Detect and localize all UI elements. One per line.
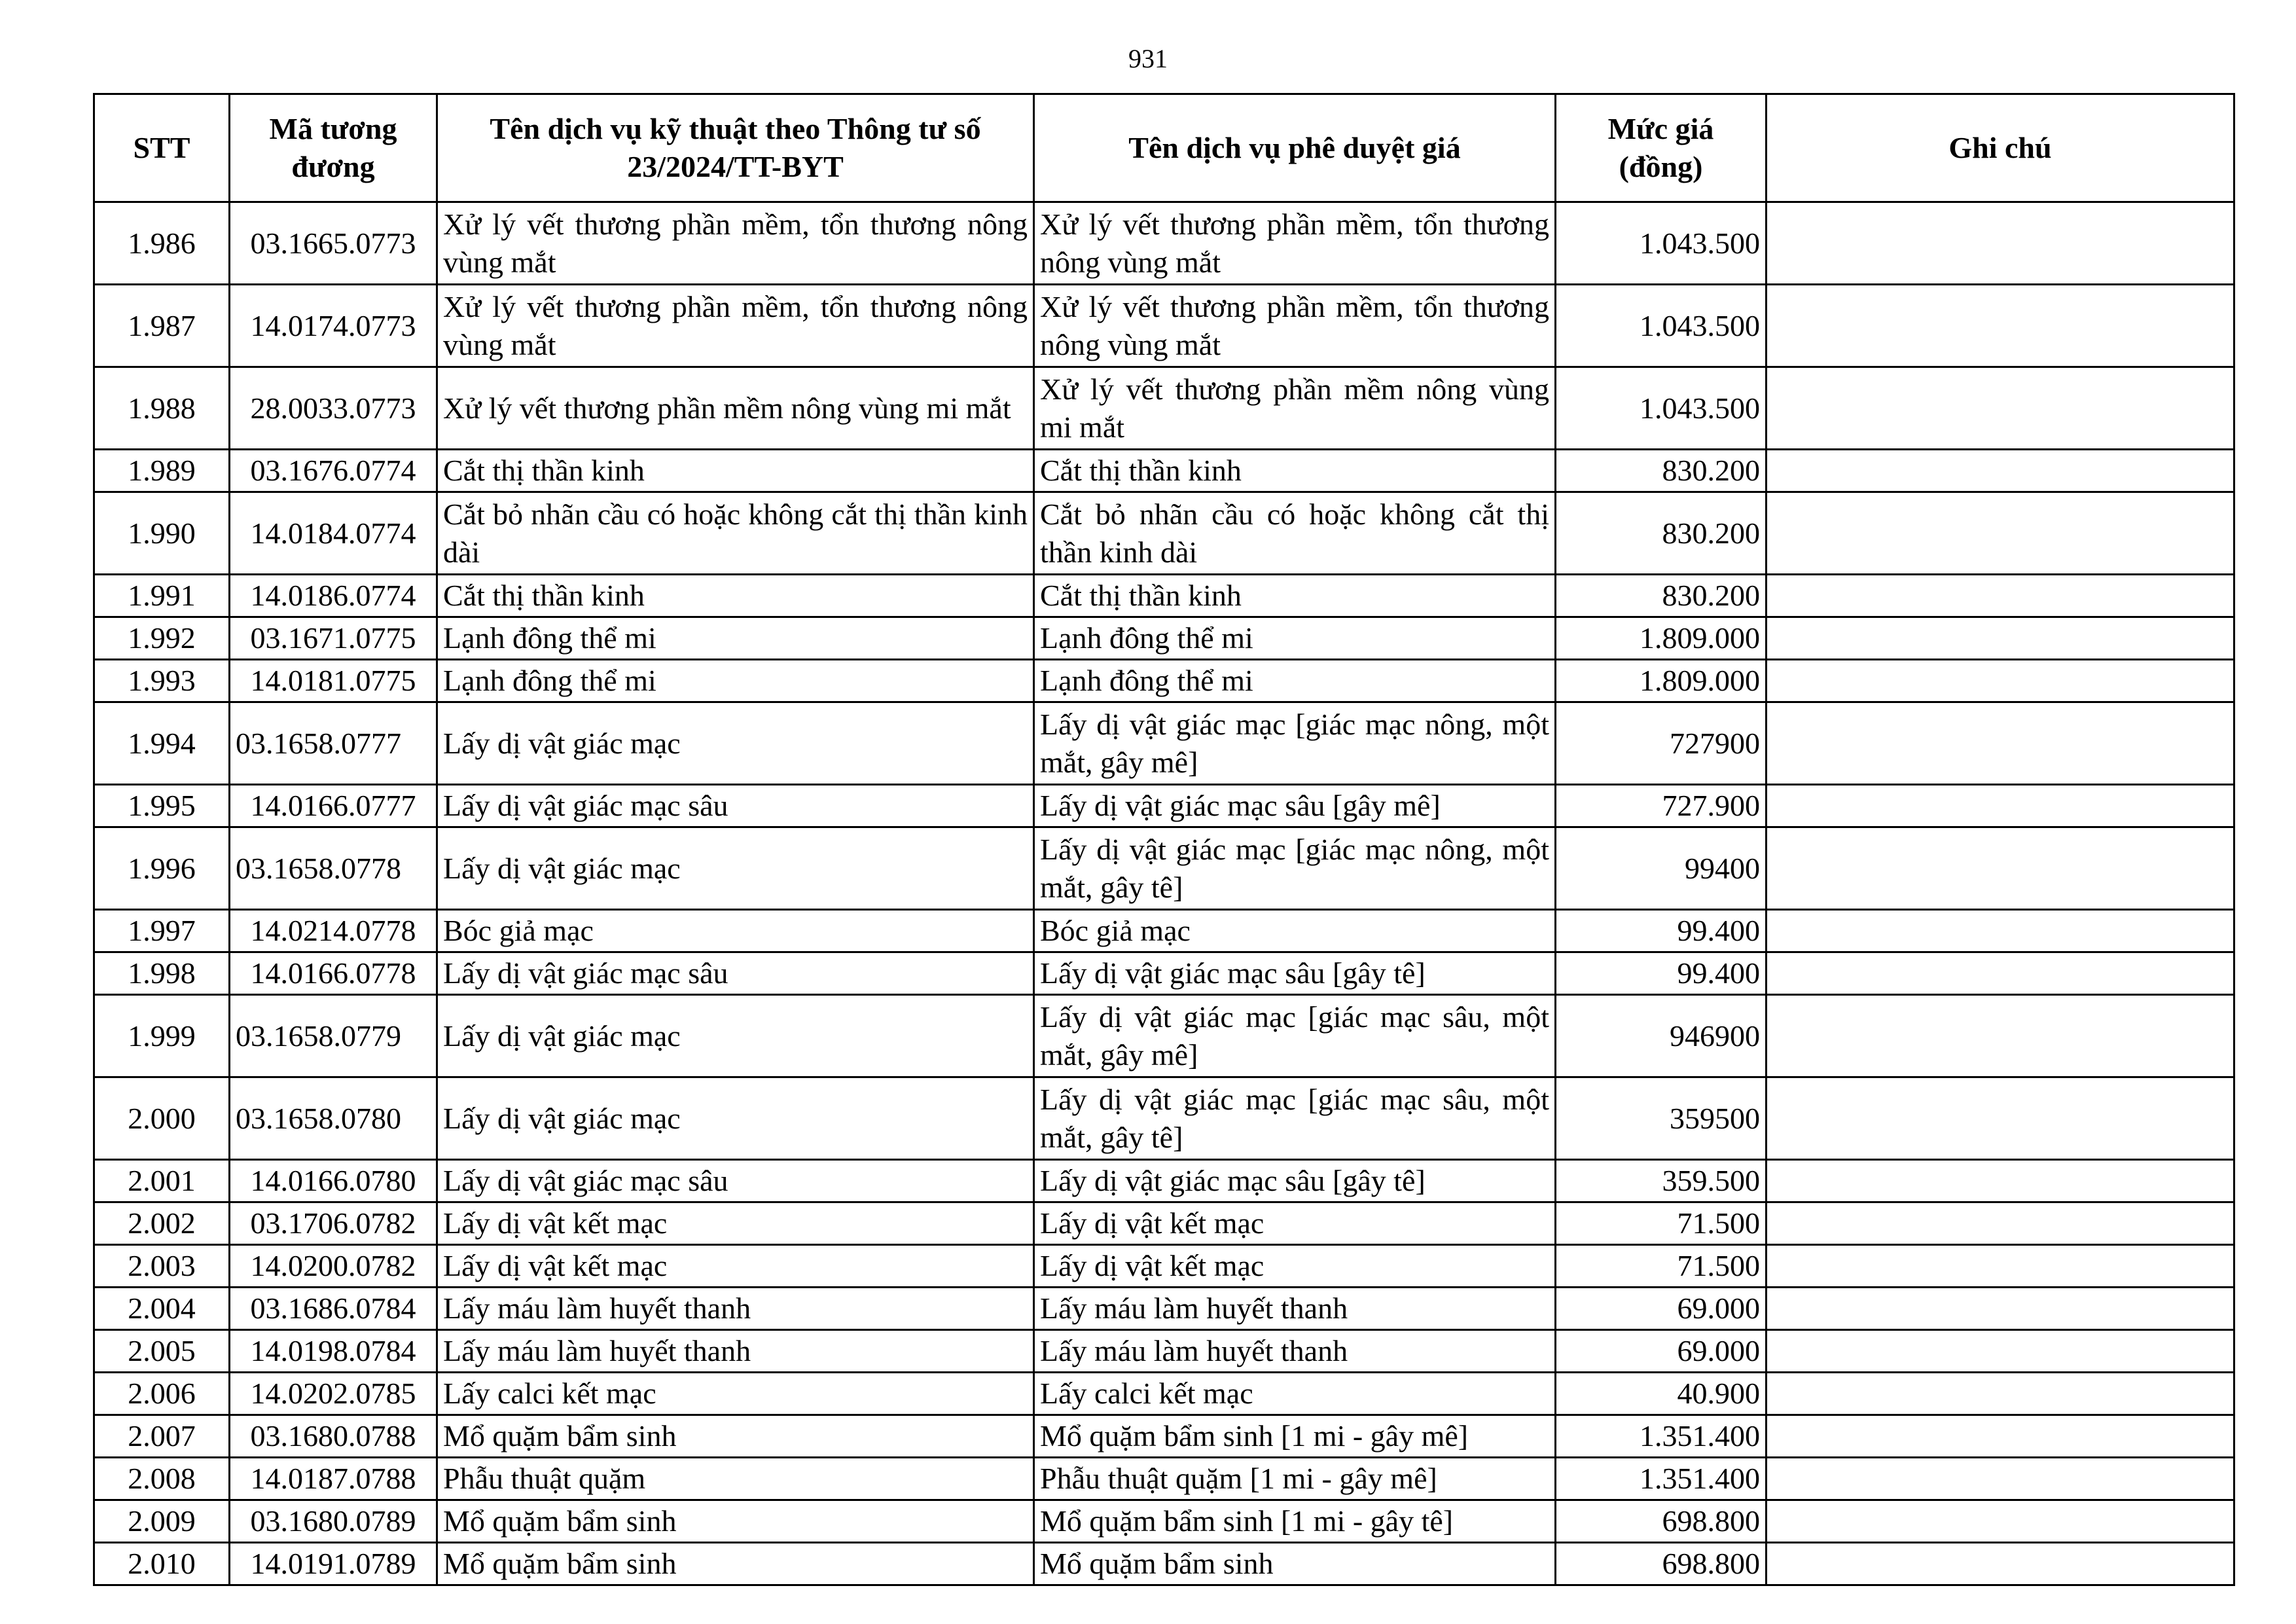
cell-ten-dich-vu: Lấy dị vật giác mạc sâu <box>437 785 1034 827</box>
table-row <box>94 910 2234 952</box>
cell-stt: 1.993 <box>94 660 230 702</box>
header-ten-dich-vu-ky-thuat: Tên dịch vụ kỹ thuật theo Thông tư số 23/2024/TT-BYT <box>437 94 1034 202</box>
cell-ten-dich-vu: Phẫu thuật quặm <box>437 1458 1034 1500</box>
table-header-row <box>94 94 2234 202</box>
cell-ma: 14.0187.0788 <box>230 1458 437 1500</box>
cell-ten-dich-vu: Lấy dị vật kết mạc <box>437 1202 1034 1245</box>
cell-muc-gia: 698.800 <box>1556 1543 1767 1585</box>
cell-ma: 14.0166.0780 <box>230 1160 437 1202</box>
cell-ghi-chu <box>1767 202 2234 285</box>
cell-muc-gia: 40.900 <box>1556 1373 1767 1415</box>
cell-ma: 14.0191.0789 <box>230 1543 437 1585</box>
cell-ghi-chu <box>1767 995 2234 1077</box>
cell-ten-dich-vu: Lấy dị vật giác mạc sâu <box>437 1160 1034 1202</box>
price-table <box>93 93 2235 1586</box>
cell-ghi-chu <box>1767 1077 2234 1160</box>
cell-ma: 03.1686.0784 <box>230 1288 437 1330</box>
table-row <box>94 1500 2234 1543</box>
cell-muc-gia: 99.400 <box>1556 952 1767 995</box>
cell-muc-gia: 830.200 <box>1556 575 1767 617</box>
cell-muc-gia: 69.000 <box>1556 1288 1767 1330</box>
cell-muc-gia: 69.000 <box>1556 1330 1767 1373</box>
cell-stt: 2.004 <box>94 1288 230 1330</box>
table-row <box>94 1288 2234 1330</box>
cell-ten-dich-vu: Xử lý vết thương phần mềm, tổn thương nông vùng mắt <box>437 202 1034 285</box>
cell-ten-phe-duyet: Phẫu thuật quặm [1 mi - gây mê] <box>1034 1458 1556 1500</box>
cell-muc-gia: 1.351.400 <box>1556 1458 1767 1500</box>
header-ma-tuong-duong: Mã tương đương <box>230 94 437 202</box>
table-row <box>94 1543 2234 1585</box>
cell-muc-gia: 830.200 <box>1556 492 1767 575</box>
cell-ma: 03.1658.0780 <box>230 1077 437 1160</box>
table-row <box>94 367 2234 450</box>
cell-stt: 2.005 <box>94 1330 230 1373</box>
cell-ten-phe-duyet: Xử lý vết thương phần mềm nông vùng mi mắt <box>1034 367 1556 450</box>
cell-stt: 2.006 <box>94 1373 230 1415</box>
cell-ten-phe-duyet: Lấy dị vật kết mạc <box>1034 1245 1556 1288</box>
cell-ten-dich-vu: Lấy máu làm huyết thanh <box>437 1330 1034 1373</box>
cell-ten-dich-vu: Xử lý vết thương phần mềm nông vùng mi mắt <box>437 367 1034 450</box>
cell-ma: 14.0200.0782 <box>230 1245 437 1288</box>
cell-ghi-chu <box>1767 1245 2234 1288</box>
cell-ten-dich-vu: Lấy calci kết mạc <box>437 1373 1034 1415</box>
table-row <box>94 1330 2234 1373</box>
cell-ghi-chu <box>1767 785 2234 827</box>
cell-ten-phe-duyet: Lấy dị vật giác mạc [giác mạc sâu, một mắt, gây mê] <box>1034 995 1556 1077</box>
cell-ghi-chu <box>1767 660 2234 702</box>
table-row <box>94 1458 2234 1500</box>
table-row <box>94 492 2234 575</box>
cell-ten-phe-duyet: Lấy dị vật giác mạc sâu [gây tê] <box>1034 952 1556 995</box>
cell-ten-dich-vu: Xử lý vết thương phần mềm, tổn thương nông vùng mắt <box>437 285 1034 367</box>
cell-ma: 14.0198.0784 <box>230 1330 437 1373</box>
cell-ten-phe-duyet: Lấy dị vật giác mạc sâu [gây tê] <box>1034 1160 1556 1202</box>
cell-ghi-chu <box>1767 1160 2234 1202</box>
cell-muc-gia: 727900 <box>1556 702 1767 785</box>
cell-ten-phe-duyet: Mổ quặm bẩm sinh [1 mi - gây tê] <box>1034 1500 1556 1543</box>
cell-ghi-chu <box>1767 1458 2234 1500</box>
table-row <box>94 702 2234 785</box>
cell-ma: 14.0174.0773 <box>230 285 437 367</box>
cell-ghi-chu <box>1767 617 2234 660</box>
table-row <box>94 575 2234 617</box>
table-row <box>94 660 2234 702</box>
table-row <box>94 1373 2234 1415</box>
cell-ten-phe-duyet: Lấy máu làm huyết thanh <box>1034 1330 1556 1373</box>
table-row <box>94 995 2234 1077</box>
cell-muc-gia: 1.809.000 <box>1556 617 1767 660</box>
table-row <box>94 827 2234 910</box>
cell-stt: 2.010 <box>94 1543 230 1585</box>
cell-ten-phe-duyet: Xử lý vết thương phần mềm, tổn thương nông vùng mắt <box>1034 285 1556 367</box>
cell-muc-gia: 1.809.000 <box>1556 660 1767 702</box>
cell-ghi-chu <box>1767 492 2234 575</box>
cell-ten-phe-duyet: Xử lý vết thương phần mềm, tổn thương nông vùng mắt <box>1034 202 1556 285</box>
cell-ghi-chu <box>1767 827 2234 910</box>
cell-muc-gia: 71.500 <box>1556 1245 1767 1288</box>
cell-stt: 1.987 <box>94 285 230 367</box>
cell-ghi-chu <box>1767 1288 2234 1330</box>
cell-ten-dich-vu: Mổ quặm bẩm sinh <box>437 1500 1034 1543</box>
header-ghi-chu: Ghi chú <box>1767 94 2234 202</box>
cell-ten-phe-duyet: Lạnh đông thể mi <box>1034 660 1556 702</box>
cell-ghi-chu <box>1767 1415 2234 1458</box>
cell-muc-gia: 698.800 <box>1556 1500 1767 1543</box>
table-row <box>94 1245 2234 1288</box>
cell-ma: 03.1676.0774 <box>230 450 437 492</box>
cell-ma: 03.1658.0777 <box>230 702 437 785</box>
cell-ma: 14.0202.0785 <box>230 1373 437 1415</box>
cell-stt: 2.000 <box>94 1077 230 1160</box>
cell-stt: 1.990 <box>94 492 230 575</box>
table-row <box>94 1415 2234 1458</box>
cell-ten-dich-vu: Lạnh đông thể mi <box>437 617 1034 660</box>
cell-ma: 03.1658.0779 <box>230 995 437 1077</box>
table-row <box>94 450 2234 492</box>
cell-ma: 28.0033.0773 <box>230 367 437 450</box>
cell-stt: 1.988 <box>94 367 230 450</box>
cell-ma: 03.1680.0789 <box>230 1500 437 1543</box>
cell-ten-phe-duyet: Lấy dị vật giác mạc sâu [gây mê] <box>1034 785 1556 827</box>
cell-stt: 1.989 <box>94 450 230 492</box>
cell-ten-dich-vu: Bóc giả mạc <box>437 910 1034 952</box>
cell-ghi-chu <box>1767 952 2234 995</box>
cell-ma: 14.0166.0778 <box>230 952 437 995</box>
cell-ten-dich-vu: Lấy dị vật giác mạc <box>437 702 1034 785</box>
cell-ten-dich-vu: Lấy máu làm huyết thanh <box>437 1288 1034 1330</box>
cell-stt: 1.986 <box>94 202 230 285</box>
cell-muc-gia: 359500 <box>1556 1077 1767 1160</box>
cell-ghi-chu <box>1767 1373 2234 1415</box>
cell-ghi-chu <box>1767 285 2234 367</box>
cell-ghi-chu <box>1767 910 2234 952</box>
cell-muc-gia: 71.500 <box>1556 1202 1767 1245</box>
cell-ma: 14.0181.0775 <box>230 660 437 702</box>
cell-ten-dich-vu: Lấy dị vật giác mạc <box>437 1077 1034 1160</box>
cell-ma: 14.0186.0774 <box>230 575 437 617</box>
cell-muc-gia: 359.500 <box>1556 1160 1767 1202</box>
header-ten-dich-vu-phe-duyet: Tên dịch vụ phê duyệt giá <box>1034 94 1556 202</box>
cell-stt: 1.991 <box>94 575 230 617</box>
cell-ten-dich-vu: Lấy dị vật kết mạc <box>437 1245 1034 1288</box>
cell-stt: 2.001 <box>94 1160 230 1202</box>
cell-ten-dich-vu: Cắt bỏ nhãn cầu có hoặc không cắt thị thần kinh dài <box>437 492 1034 575</box>
cell-stt: 1.996 <box>94 827 230 910</box>
cell-ten-dich-vu: Mổ quặm bẩm sinh <box>437 1415 1034 1458</box>
cell-ghi-chu <box>1767 702 2234 785</box>
cell-muc-gia: 99.400 <box>1556 910 1767 952</box>
header-stt: STT <box>94 94 230 202</box>
cell-ghi-chu <box>1767 367 2234 450</box>
cell-stt: 2.008 <box>94 1458 230 1500</box>
cell-ten-phe-duyet: Lấy calci kết mạc <box>1034 1373 1556 1415</box>
table-row <box>94 617 2234 660</box>
cell-stt: 2.007 <box>94 1415 230 1458</box>
cell-muc-gia: 1.043.500 <box>1556 202 1767 285</box>
cell-ten-phe-duyet: Lạnh đông thể mi <box>1034 617 1556 660</box>
cell-ma: 03.1680.0788 <box>230 1415 437 1458</box>
cell-ghi-chu <box>1767 1202 2234 1245</box>
cell-stt: 1.994 <box>94 702 230 785</box>
cell-muc-gia: 1.043.500 <box>1556 285 1767 367</box>
cell-ma: 03.1706.0782 <box>230 1202 437 1245</box>
cell-stt: 1.992 <box>94 617 230 660</box>
cell-ten-dich-vu: Mổ quặm bẩm sinh <box>437 1543 1034 1585</box>
cell-ten-phe-duyet: Lấy máu làm huyết thanh <box>1034 1288 1556 1330</box>
cell-stt: 1.998 <box>94 952 230 995</box>
cell-ma: 03.1658.0778 <box>230 827 437 910</box>
cell-muc-gia: 1.043.500 <box>1556 367 1767 450</box>
table-row <box>94 785 2234 827</box>
cell-muc-gia: 946900 <box>1556 995 1767 1077</box>
cell-ghi-chu <box>1767 450 2234 492</box>
cell-ten-phe-duyet: Lấy dị vật kết mạc <box>1034 1202 1556 1245</box>
cell-ten-dich-vu: Lấy dị vật giác mạc <box>437 827 1034 910</box>
cell-ghi-chu <box>1767 575 2234 617</box>
cell-ghi-chu <box>1767 1500 2234 1543</box>
table-row <box>94 1202 2234 1245</box>
cell-ten-phe-duyet: Lấy dị vật giác mạc [giác mạc sâu, một mắt, gây tê] <box>1034 1077 1556 1160</box>
cell-ma: 14.0166.0777 <box>230 785 437 827</box>
page-number: 931 <box>1128 44 1168 73</box>
cell-stt: 2.009 <box>94 1500 230 1543</box>
cell-ghi-chu <box>1767 1330 2234 1373</box>
cell-ten-dich-vu: Cắt thị thần kinh <box>437 575 1034 617</box>
cell-ten-phe-duyet: Cắt thị thần kinh <box>1034 575 1556 617</box>
cell-stt: 1.997 <box>94 910 230 952</box>
cell-ten-phe-duyet: Lấy dị vật giác mạc [giác mạc nông, một mắt, gây tê] <box>1034 827 1556 910</box>
cell-stt: 1.995 <box>94 785 230 827</box>
cell-ten-dich-vu: Lấy dị vật giác mạc sâu <box>437 952 1034 995</box>
cell-ma: 03.1665.0773 <box>230 202 437 285</box>
table-row <box>94 202 2234 285</box>
cell-ten-phe-duyet: Mổ quặm bẩm sinh <box>1034 1543 1556 1585</box>
cell-muc-gia: 99400 <box>1556 827 1767 910</box>
cell-ma: 14.0184.0774 <box>230 492 437 575</box>
cell-ten-dich-vu: Lấy dị vật giác mạc <box>437 995 1034 1077</box>
cell-ma: 03.1671.0775 <box>230 617 437 660</box>
cell-ten-phe-duyet: Bóc giả mạc <box>1034 910 1556 952</box>
table-row <box>94 952 2234 995</box>
table-row <box>94 1077 2234 1160</box>
cell-stt: 2.002 <box>94 1202 230 1245</box>
cell-muc-gia: 727.900 <box>1556 785 1767 827</box>
table-row <box>94 1160 2234 1202</box>
cell-muc-gia: 1.351.400 <box>1556 1415 1767 1458</box>
table-row <box>94 285 2234 367</box>
cell-ghi-chu <box>1767 1543 2234 1585</box>
cell-ten-phe-duyet: Cắt bỏ nhãn cầu có hoặc không cắt thị thần kinh dài <box>1034 492 1556 575</box>
cell-stt: 2.003 <box>94 1245 230 1288</box>
header-muc-gia: Mức giá (đồng) <box>1556 94 1767 202</box>
cell-stt: 1.999 <box>94 995 230 1077</box>
cell-ten-phe-duyet: Cắt thị thần kinh <box>1034 450 1556 492</box>
cell-ten-phe-duyet: Mổ quặm bẩm sinh [1 mi - gây mê] <box>1034 1415 1556 1458</box>
cell-ma: 14.0214.0778 <box>230 910 437 952</box>
cell-ten-phe-duyet: Lấy dị vật giác mạc [giác mạc nông, một mắt, gây mê] <box>1034 702 1556 785</box>
cell-ten-dich-vu: Cắt thị thần kinh <box>437 450 1034 492</box>
cell-ten-dich-vu: Lạnh đông thể mi <box>437 660 1034 702</box>
cell-muc-gia: 830.200 <box>1556 450 1767 492</box>
